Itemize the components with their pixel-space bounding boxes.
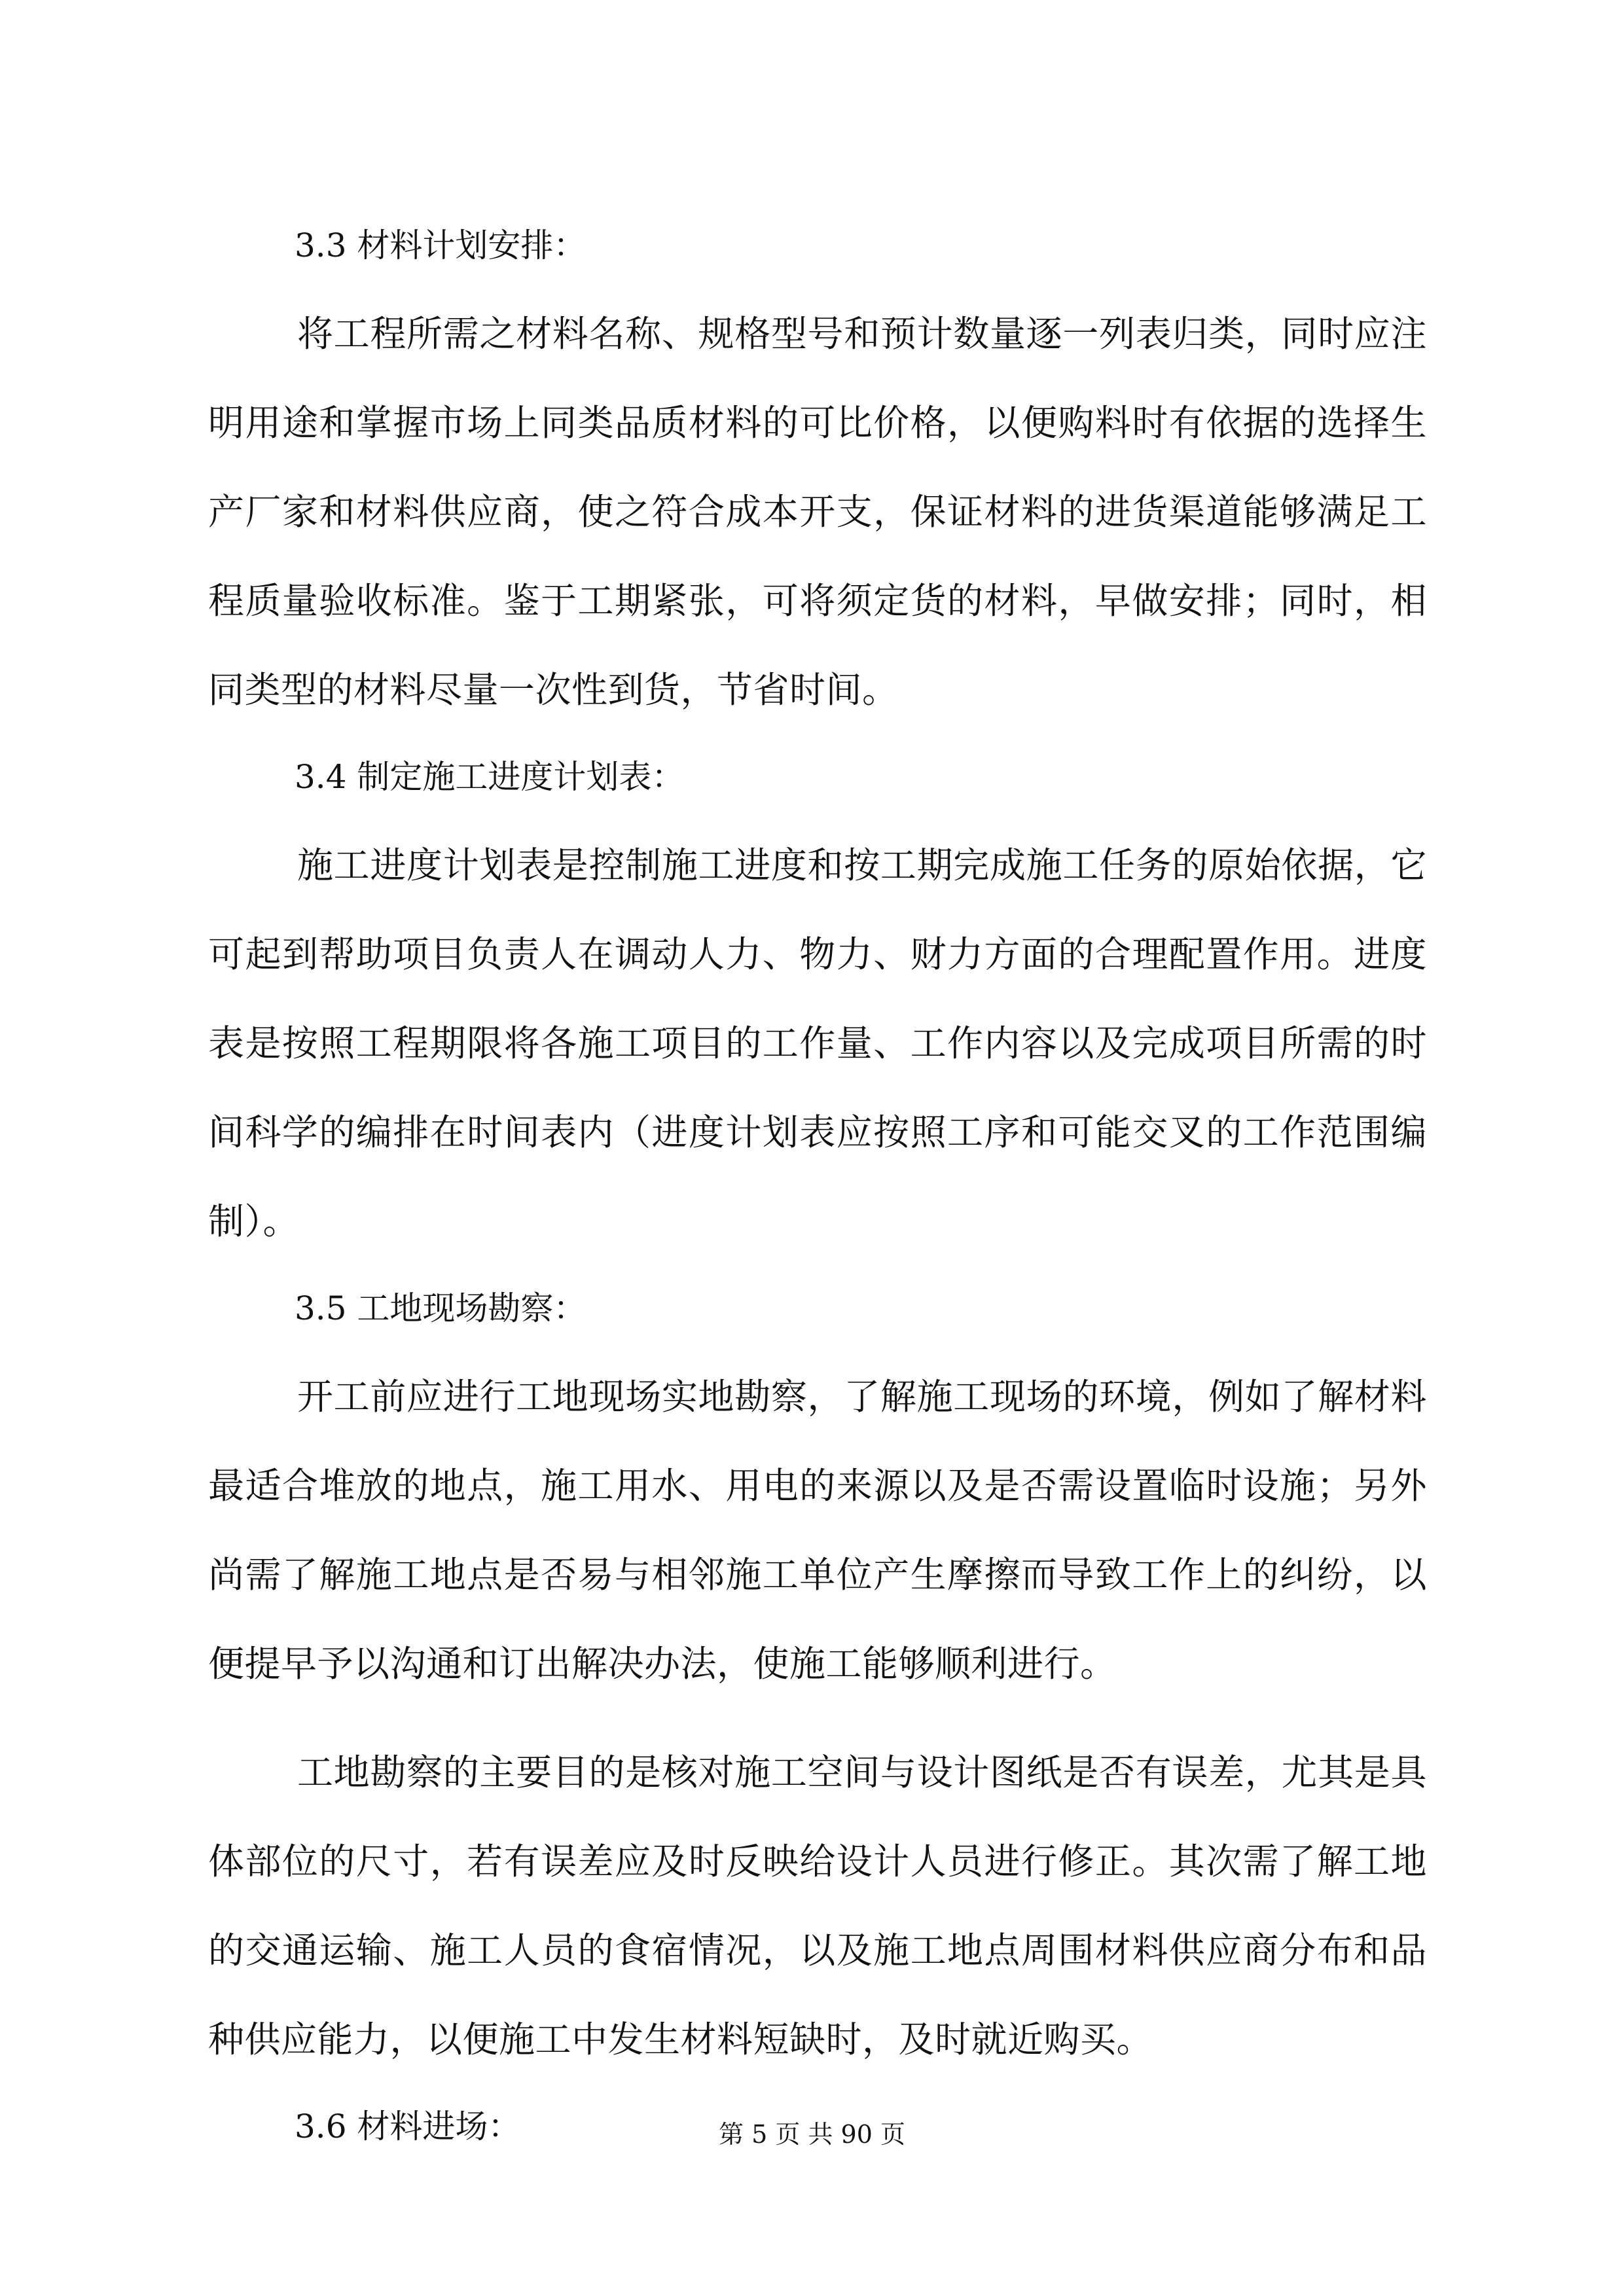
section-paragraph-3-4: 施工进度计划表是控制施工进度和按工期完成施工任务的原始依据，它可起到帮助项目负责人在调动人力、物力、财力方面的合理配置作用。进度表是按照工程期限将各施工项目的工作量、工作内容以及完成项目所需的时间科学的编排在时间表内（进度计划表应按照工序和可能交叉的工作范围编制）。 bbox=[208, 844, 1427, 1242]
section-heading-3-4: 3.4 制定施工进度计划表： bbox=[295, 758, 685, 796]
section-heading-3-6: 3.6 材料进场： bbox=[295, 2108, 521, 2145]
section-paragraph-3-5-a: 开工前应进行工地现场实地勘察，了解施工现场的环境，例如了解材料最适合堆放的地点，施工用水、用电的来源以及是否需设置临时设施；另外尚需了解施工地点是否易与相邻施工单位产生摩擦而导致工作上的纠纷，以便提早予以沟通和订出解决办法，使施工能够顺利进行。 bbox=[208, 1376, 1427, 1685]
section-paragraph-3-5-b: 工地勘察的主要目的是核对施工空间与设计图纸是否有误差，尤其是具体部位的尺寸，若有误差应及时反映给设计人员进行修正。其次需了解工地的交通运输、施工人员的食宿情况，以及施工地点周围材料供应商分布和品种供应能力，以便施工中发生材料短缺时，及时就近购买。 bbox=[208, 1751, 1427, 2060]
section-heading-3-3: 3.3 材料计划安排： bbox=[295, 226, 586, 264]
section-heading-3-5: 3.5 工地现场勘察： bbox=[295, 1289, 586, 1327]
section-paragraph-3-3: 将工程所需之材料名称、规格型号和预计数量逐一列表归类，同时应注明用途和掌握市场上同类品质材料的可比价格，以便购料时有依据的选择生产厂家和材料供应商，使之符合成本开支，保证材料的进货渠道能够满足工程质量验收标准。鉴于工期紧张，可将须定货的材料，早做安排；同时，相同类型的材料尽量一次性到货，节省时间。 bbox=[208, 313, 1427, 711]
page-number-footer: 第 5 页 共 90 页 bbox=[719, 2120, 905, 2149]
page-body bbox=[208, 223, 1427, 2193]
